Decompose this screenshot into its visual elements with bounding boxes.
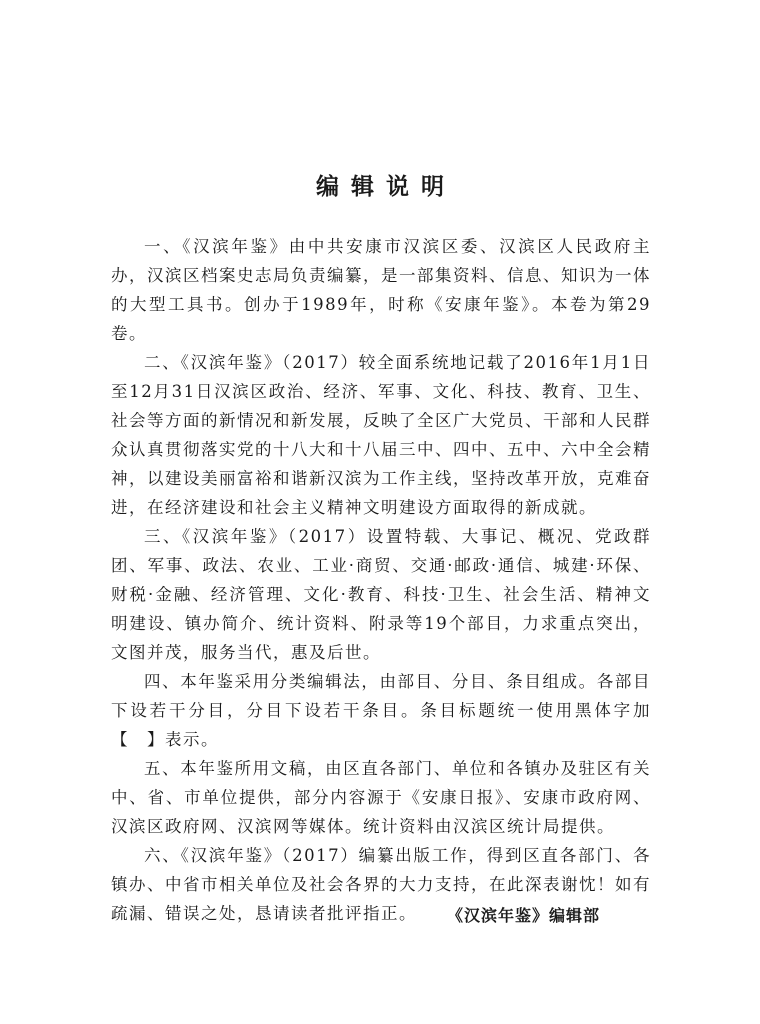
paragraph-5: 五、本年鉴所用文稿，由区直各部门、单位和各镇办及驻区有关中、省、市单位提供，部分内容源于《安康日报》、安康市政府网、汉滨区政府网、汉滨网等媒体。统计资料由汉滨区统计局提供。 xyxy=(111,759,651,836)
paragraph-6: 六、《汉滨年鉴》（2017）编纂出版工作，得到区直各部门、各镇办、中省市相关单位及社会各界的大力支持，在此深表谢忱！如有疏漏、错误之处，恳请读者批评指正。 xyxy=(111,846,651,923)
paragraph-2: 二、《汉滨年鉴》（2017）较全面系统地记载了2016年1月1日至12月31日汉滨区政治、经济、军事、文化、科技、教育、卫生、社会等方面的新情况和新发展，反映了全区广大党员、干部和人民群众认真贯彻落实党的十八大和十八届三中、四中、五中、六中全会精神，以建设美丽富裕和谐新汉滨为工作主线，坚持改革开放，克难奋进，在经济建设和社会主义精神文明建设方面取得的新成就。 xyxy=(111,353,651,517)
paragraph-3: 三、《汉滨年鉴》（2017）设置特载、大事记、概况、党政群团、军事、政法、农业、工业·商贸、交通·邮政·通信、城建·环保、财税·金融、经济管理、文化·教育、科技·卫生、社会生活、精神文明建设、镇办简介、统计资料、附录等19个部目，力求重点突出，文图并茂，服务当代，惠及后世。 xyxy=(111,527,651,662)
document-body xyxy=(111,232,651,928)
paragraph-1: 一、《汉滨年鉴》由中共安康市汉滨区委、汉滨区人民政府主办，汉滨区档案史志局负责编纂，是一部集资料、信息、知识为一体的大型工具书。创办于1989年，时称《安康年鉴》。本卷为第29卷。 xyxy=(111,237,651,343)
page-title: 编辑说明 xyxy=(316,174,456,200)
paragraph-4: 四、本年鉴采用分类编辑法，由部目、分目、条目组成。各部目下设若干分目，分目下设若干条目。条目标题统一使用黑体字加【 】表示。 xyxy=(111,672,651,749)
editorial-signature: 《汉滨年鉴》编辑部 xyxy=(446,906,600,925)
